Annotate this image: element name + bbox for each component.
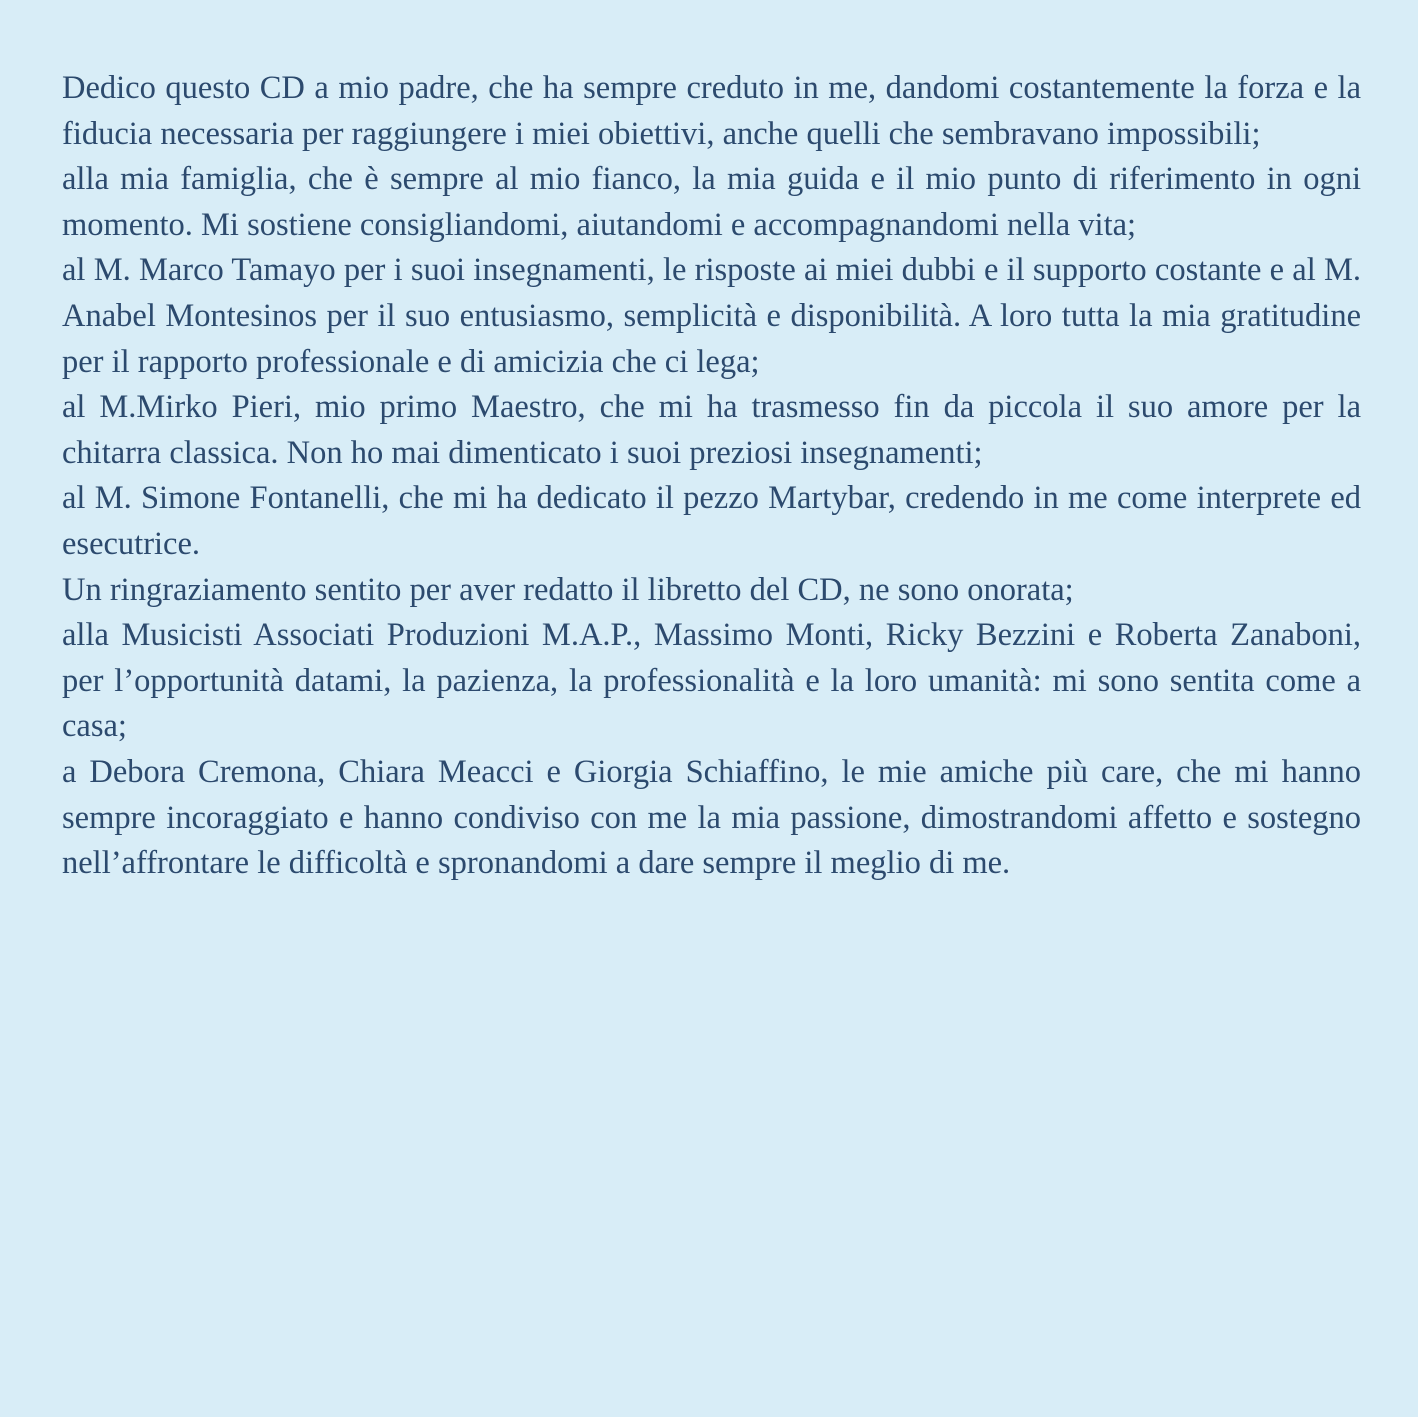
dedication-paragraph-teachers: al M. Marco Tamayo per i suoi insegnamenti, le risposte ai miei dubbi e il supporto costante e al M. Anabel Montesinos per il suo entusiasmo, semplicità e disponibilità. A loro tutta la mia gratitudine per il rapporto professionale e di amicizia che ci lega; [62,252,1361,380]
dedication-paragraph-friends: a Debora Cremona, Chiara Meacci e Giorgia Schiaffino, le mie amiche più care, che mi hanno sempre incoraggiato e hanno condiviso con me la mia passione, dimostrandomi affetto e sostegno nell’affrontare le difficoltà e spronandomi a dare sempre il meglio di me. [62,753,1361,882]
dedication-text [62,66,1361,887]
dedication-paragraph-father: Dedico questo CD a mio padre, che ha sempre creduto in me, dandomi costantemente la forza e la fiducia necessaria per raggiungere i miei obiettivi, anche quelli che sembravano impossibili; [62,70,1361,152]
dedication-paragraph-composer: al M. Simone Fontanelli, che mi ha dedicato il pezzo Martybar, credendo in me come interprete ed esecutrice. [62,480,1361,562]
dedication-paragraph-booklet: Un ringraziamento sentito per aver redatto il libretto del CD, ne sono onorata; [62,571,1074,608]
dedication-paragraph-first-teacher: al M.Mirko Pieri, mio primo Maestro, che mi ha trasmesso fin da piccola il suo amore per la chitarra classica. Non ho mai dimenticato i suoi preziosi insegnamenti; [62,389,1361,471]
dedication-paragraph-family: alla mia famiglia, che è sempre al mio fianco, la mia guida e il mio punto di riferimento in ogni momento. Mi sostiene consigliandomi, aiutandomi e accompagnandomi nella vita; [62,161,1361,243]
dedication-paragraph-label: alla Musicisti Associati Produzioni M.A.P., Massimo Monti, Ricky Bezzini e Roberta Zanaboni, per l’opportunità datami, la pazienza, la professionalità e la loro umanità: mi sono sentita come a casa; [62,617,1361,745]
